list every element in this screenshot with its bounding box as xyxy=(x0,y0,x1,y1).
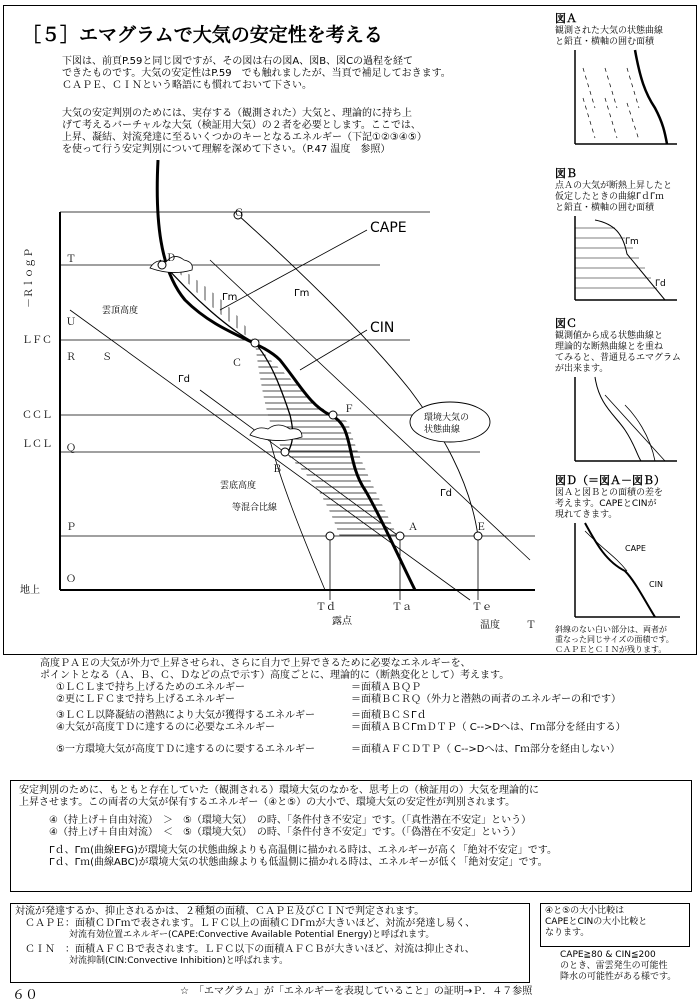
cape-cin-line: 対流有効位置エネルギー(CAPE:Convective Available Potential Energy)と呼ばれます。 xyxy=(15,930,435,940)
fig-d-title: 図Ｄ（＝図Ａ－図Ｂ） xyxy=(555,474,665,487)
para-line: を使って行う安定判別について理解を深めて下さい。（P.47 温度 参照） xyxy=(62,144,391,155)
fig-d-note: 斜線のない白い部分は、両者が xyxy=(555,625,667,634)
label-cape: CAPE xyxy=(370,220,407,236)
level-u: Ｕ xyxy=(66,317,76,328)
point-f: Ｆ xyxy=(344,404,354,415)
fig-b-gd: Γd xyxy=(655,279,666,289)
label-cin: CIN xyxy=(370,320,395,336)
footer-note: ☆ 「エマグラム」が「エネルギーを表現していること」の証明→Ｐ．４７参照 xyxy=(180,986,533,997)
level-p: Ｐ xyxy=(66,522,76,533)
point-g: Ｇ xyxy=(234,208,244,219)
energy-section xyxy=(40,658,690,756)
label-cloud-base: 雲底高度 xyxy=(220,481,257,491)
cape-cin-line: 対流が発達するか、抑止されるかは、２種類の面積、ＣＡＰＥ及びＣＩＮで判定されます。 xyxy=(15,906,425,917)
level-q: Ｑ xyxy=(66,443,76,454)
judgement-case: ④（持上げ＋自由対流） ＜ ⑤（環境大気） の時、「条件付き不安定」です。（「偽潜在不安定」という） xyxy=(49,827,522,838)
compare-note-box: ④と⑤の大小比較は CAPEとCINの大小比較と なります。 xyxy=(540,903,690,947)
page-number: ６０ xyxy=(12,988,39,1003)
cape-cin-box xyxy=(10,903,530,983)
label-gamma-d2: Γd xyxy=(440,488,452,499)
cape-cin-line: ＣＩＮ ：面積ＡＦＣＢで表されます。ＬＦＣ以下の面積ＡＦＣＢが大きいほど、対流は抑止され、 xyxy=(15,944,475,955)
fig-c-text: 観測値から成る状態曲線と xyxy=(555,331,664,341)
level-o: Ｏ xyxy=(66,574,76,585)
energy-row: ③ＬＣＬ以降凝結の潜熱により大気が獲得するエネルギー ＝面積ＢＣＳΓｄ xyxy=(56,710,427,721)
fig-a-text: と鉛直・横軸の囲む面積 xyxy=(555,37,655,47)
fig-b-text: 点Ａの大気が断熱上昇したと xyxy=(555,181,673,191)
fig-a-title: 図Ａ xyxy=(555,12,577,25)
energy-row: ⑤一方環境大気が高度ＴＤに達するのに要するエネルギー ＝面積ＡＦＣＤＴＰ（ C-->Dへは、Γｍ部分を経由しない） xyxy=(56,744,621,755)
energy-intro: 高度ＰＡＥの大気が外力で上昇させられ、さらに自力で上昇できるために必要なエネルギーを、 xyxy=(40,658,471,669)
page-title: ［５］エマグラムで大気の安定性を考える xyxy=(22,24,383,46)
fig-c-text: てみると、普通見るエマグラム xyxy=(555,353,681,363)
fig-c-title: 図Ｃ xyxy=(555,317,577,330)
energy-row: ①ＬＣＬまで持ち上げるためのエネルギー ＝面積ＡＢＱＰ xyxy=(56,682,421,693)
intro-line: ＣＡＰＥ、ＣＩＮという略語にも慣れておいて下さい。 xyxy=(62,80,312,91)
label-temp: 温度 xyxy=(480,620,500,631)
label-gamma-m: Γm xyxy=(222,292,238,303)
cape-threshold-note: CAPE≧80 & CIN≦200 のとき、雷雲発生の可能性 降水の可能性がある様です。 xyxy=(560,950,677,982)
level-ccl: ＣＣＬ xyxy=(22,410,52,421)
fig-a-text: 観測された大気の状態曲線 xyxy=(555,26,664,36)
para-line: げて考えるバーチャルな大気（検証用大気）の２者を必要とします。ここでは、 xyxy=(62,120,421,131)
judgement-case: ④（持上げ＋自由対流） ＞ ⑤（環境大気） の時、「条件付き不安定」です。（「真性潜在不安定」という） xyxy=(49,815,532,826)
label-gamma-d: Γd xyxy=(178,374,190,385)
judgement-case: Γｄ、Γｍ(曲線EFG)が環境大気の状態曲線よりも高温側に描かれる時は、エネルギーが高く「絶対不安定」です。 xyxy=(49,845,557,856)
cape-cin-line: ＣＡＰＥ：面積ＣＤΓｍで表されます。ＬＦＣ以上の面積ＣＤΓｍが大きいほど、対流が発達し易く、 xyxy=(15,918,476,929)
judgement-box xyxy=(10,780,692,892)
level-lfc: ＬＦＣ xyxy=(22,335,52,346)
para-line: 上昇、凝結、対流発達に至るいくつかのキーとなるエネルギー（下記①②③④⑤） xyxy=(62,132,427,143)
fig-d-note: 重なった同じサイズの面積です。 xyxy=(555,635,674,644)
point-e: Ｅ xyxy=(476,522,486,533)
fig-b-gm: Γm xyxy=(625,237,639,247)
judgement-case: Γｄ、Γｍ(曲線ABC)が環境大気の状態曲線よりも低温側に描かれる時は、エネルギーが低く「絶対安定」です。 xyxy=(49,857,548,868)
judgement-line: 上昇させます。この両者の大気が保有するエネルギー（④と⑤）の大小で、環境大気の安定性が判別されます。 xyxy=(19,797,516,808)
fig-c-text: が出来ます。 xyxy=(555,364,609,374)
point-d: Ｄ xyxy=(166,253,176,264)
upper-frame xyxy=(3,5,697,655)
energy-row: ②更にＬＦＣまで持ち上げるエネルギー ＝面積ＢＣＲＱ（外力と潜熱の両者のエネルギーの和です） xyxy=(56,694,621,705)
label-te: Ｔｅ xyxy=(472,602,492,613)
label-dewpoint: 露点 xyxy=(332,616,352,627)
level-r: Ｒ xyxy=(66,352,76,363)
fig-d-cin: CIN xyxy=(649,580,663,589)
point-c: Ｃ xyxy=(232,358,242,369)
energy-intro: ポイントとなる（Ａ、Ｂ、Ｃ、Ｄなどの点で示す）高度ごとに、理論的に（断熱変化として）考えます。 xyxy=(40,670,510,681)
level-lcl: ＬＣＬ xyxy=(22,439,52,450)
label-ta: Ｔａ xyxy=(392,602,412,613)
label-gamma-m2: Γm xyxy=(294,288,310,299)
point-a: Ａ xyxy=(408,522,418,533)
intro-line: 下図は、前頁P.59と同じ図ですが、その図は右の図A、図B、図Cの過程を経て xyxy=(62,56,414,67)
label-td: Ｔｄ xyxy=(316,602,336,613)
label-cloud-top: 雲頂高度 xyxy=(102,306,139,316)
fig-b-text: 仮定したときの曲線ΓｄΓｍ xyxy=(555,192,665,202)
label-env-curve: 環境大気の xyxy=(424,413,470,423)
fig-b-text: と鉛直・横軸の囲む面積 xyxy=(555,203,655,213)
label-mixing-ratio: 等混合比線 xyxy=(232,503,278,513)
fig-d-text: 図Ａと図Ｂとの面積の差を xyxy=(555,488,664,498)
fig-c-text: 理論的な断熱曲線とを重ね xyxy=(555,342,664,352)
point-b: Ｂ xyxy=(272,464,282,475)
judgement-line: 安定判別のために、もともと存在していた（観測される）環境大気のなかを、思考上の（検証用の）大気を理論的に xyxy=(19,785,539,796)
cape-cin-line: 対流抑制(CIN:Convective Inhibition)と呼ばれます。 xyxy=(15,956,289,966)
fig-d-note: ＣＡＰＥとＣＩＮが残ります。 xyxy=(555,645,667,654)
fig-d-cape: CAPE xyxy=(625,544,646,553)
level-ground: 地上 xyxy=(20,585,40,596)
fig-d-text: 現れてきます。 xyxy=(555,510,618,520)
energy-row: ④大気が高度ＴＤに達するのに必要なエネルギー ＝面積ＡＢＣΓｍＤＴＰ（ C-->Dへは、Γｍ部分を経由する） xyxy=(56,722,626,733)
fig-b-title: 図Ｂ xyxy=(555,167,577,180)
para-line: 大気の安定判別のためには、実存する（観測された）大気と、理論的に持ち上 xyxy=(62,108,412,119)
label-env-curve2: 状態曲線 xyxy=(424,425,461,435)
label-t: Ｔ xyxy=(526,620,536,631)
intro-line: できたものです。大気の安定性はP.59 でも触れましたが、当頁で補足しておきます。 xyxy=(62,68,451,79)
level-t: Ｔ xyxy=(66,254,76,265)
level-s: Ｓ xyxy=(102,352,112,363)
y-axis-label: －ＲｌｏｇＰ xyxy=(24,248,35,308)
fig-d-text: 考えます。CAPEとCINが xyxy=(555,499,657,509)
